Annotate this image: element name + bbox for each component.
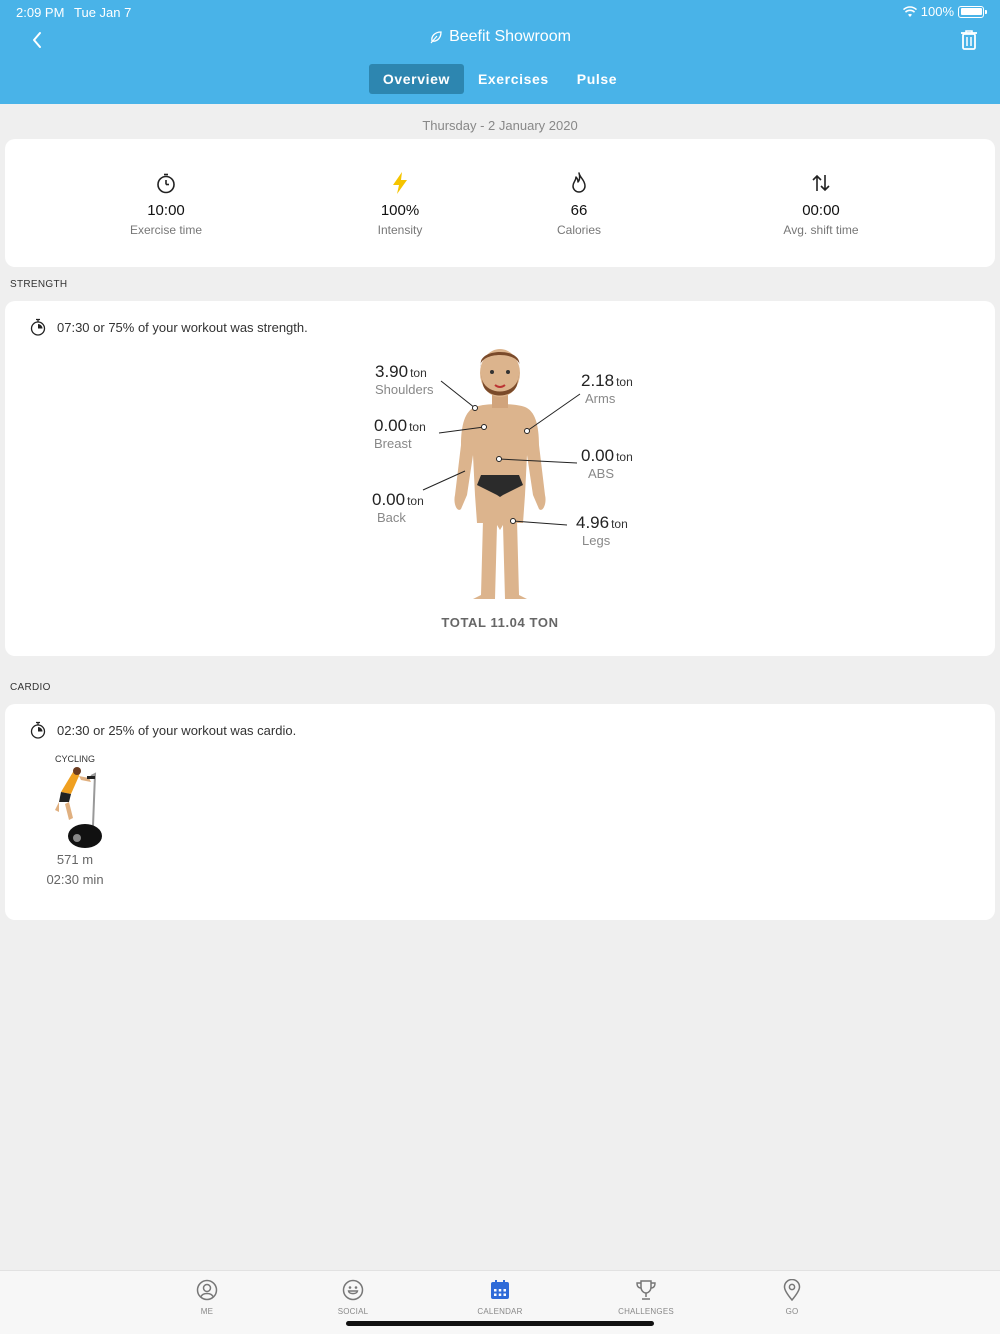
segment-tabs (0, 64, 1000, 94)
muscle-value: 0.00 (374, 416, 408, 435)
person-circle-icon (196, 1279, 218, 1301)
trophy-icon (635, 1279, 657, 1301)
muscle-value: 0.00 (372, 490, 406, 509)
muscle-label-abs (581, 447, 633, 480)
muscle-label-legs (576, 514, 628, 547)
stat-exercise-time (66, 171, 266, 237)
trash-icon[interactable] (958, 28, 980, 52)
muscle-value: 4.96 (576, 513, 610, 532)
strength-note-text: 07:30 or 75% of your workout was strength. (57, 319, 308, 335)
muscle-unit: ton (616, 375, 633, 389)
calendar-icon (489, 1279, 511, 1301)
muscle-label-arms (581, 372, 633, 405)
muscle-value: 0.00 (581, 446, 615, 465)
section-label-strength: STRENGTH (10, 279, 68, 290)
workout-date: Thursday - 2 January 2020 (422, 118, 578, 133)
stat-label: Exercise time (129, 223, 203, 237)
muscle-value: 3.90 (375, 362, 409, 381)
nav-label: SOCIAL (337, 1307, 369, 1316)
cardio-note-text: 02:30 or 25% of your workout was cardio. (57, 722, 297, 738)
activity-duration: 02:30 min (46, 872, 104, 887)
stat-value: 100% (380, 202, 420, 219)
strength-card (5, 301, 995, 656)
stopwatch-icon (29, 318, 47, 336)
stat-avg-shift-time (721, 171, 921, 237)
battery-percent: 100% (920, 4, 954, 19)
nav-go[interactable] (752, 1279, 832, 1316)
nav-challenges[interactable] (606, 1279, 686, 1316)
cardio-note (29, 721, 296, 739)
strength-total: TOTAL 11.04 TON (441, 615, 559, 630)
lightning-icon (390, 171, 410, 195)
muscle-name: ABS (588, 466, 615, 481)
nav-me[interactable] (167, 1279, 247, 1316)
nav-label: CHALLENGES (618, 1307, 674, 1316)
header-title-text: Beefit Showroom (449, 28, 571, 45)
stat-calories (479, 171, 679, 237)
tab-overview[interactable]: Overview (369, 64, 464, 94)
muscle-unit: ton (616, 450, 633, 464)
muscle-name: Breast (374, 436, 412, 451)
stat-label: Calories (556, 223, 601, 237)
strength-note (29, 318, 308, 336)
activity-name: CYCLING (55, 754, 96, 764)
battery-icon (958, 6, 984, 18)
summary-card (5, 139, 995, 267)
bottom-tab-bar (0, 1270, 1000, 1334)
muscle-unit: ton (410, 366, 427, 380)
nav-label: GO (785, 1307, 799, 1316)
muscle-label-shoulders (375, 363, 434, 396)
smiley-icon (342, 1279, 364, 1301)
stat-value: 66 (570, 202, 588, 219)
location-pin-icon (781, 1279, 803, 1301)
muscle-unit: ton (611, 517, 628, 531)
cycling-illustration[interactable] (51, 766, 105, 850)
activity-distance: 571 m (56, 852, 94, 867)
stopwatch-icon (155, 172, 177, 194)
leaf-icon (429, 30, 443, 44)
stopwatch-icon (29, 721, 47, 739)
muscle-value: 2.18 (581, 371, 615, 390)
stat-intensity (300, 171, 500, 237)
wifi-icon (903, 6, 917, 18)
muscle-name: Legs (582, 533, 611, 548)
muscle-name: Back (377, 510, 406, 525)
status-date: Tue Jan 7 (74, 5, 132, 20)
section-label-cardio: CARDIO (10, 682, 51, 693)
tab-pulse[interactable]: Pulse (576, 71, 618, 87)
header-title (0, 28, 1000, 46)
tab-exercises[interactable]: Exercises (477, 71, 549, 87)
stat-value: 00:00 (802, 202, 840, 219)
status-right (903, 4, 984, 19)
nav-calendar[interactable] (460, 1279, 540, 1316)
nav-social[interactable] (313, 1279, 393, 1316)
muscle-name: Arms (585, 391, 616, 406)
muscle-label-back (372, 491, 424, 524)
muscle-unit: ton (407, 494, 424, 508)
flame-icon (569, 171, 589, 195)
stat-label: Intensity (377, 223, 423, 237)
body-figure-illustration (445, 345, 555, 603)
nav-label: CALENDAR (477, 1307, 523, 1316)
status-time: 2:09 PM (16, 5, 65, 20)
muscle-unit: ton (409, 420, 426, 434)
top-header (0, 0, 1000, 104)
muscle-name: Shoulders (375, 382, 434, 397)
cardio-card (5, 704, 995, 920)
stat-label: Avg. shift time (783, 223, 859, 237)
home-indicator[interactable] (346, 1321, 654, 1326)
muscle-label-breast (374, 417, 426, 450)
nav-label: ME (200, 1307, 214, 1316)
swap-arrows-icon (810, 172, 832, 194)
stat-value: 10:00 (147, 202, 185, 219)
